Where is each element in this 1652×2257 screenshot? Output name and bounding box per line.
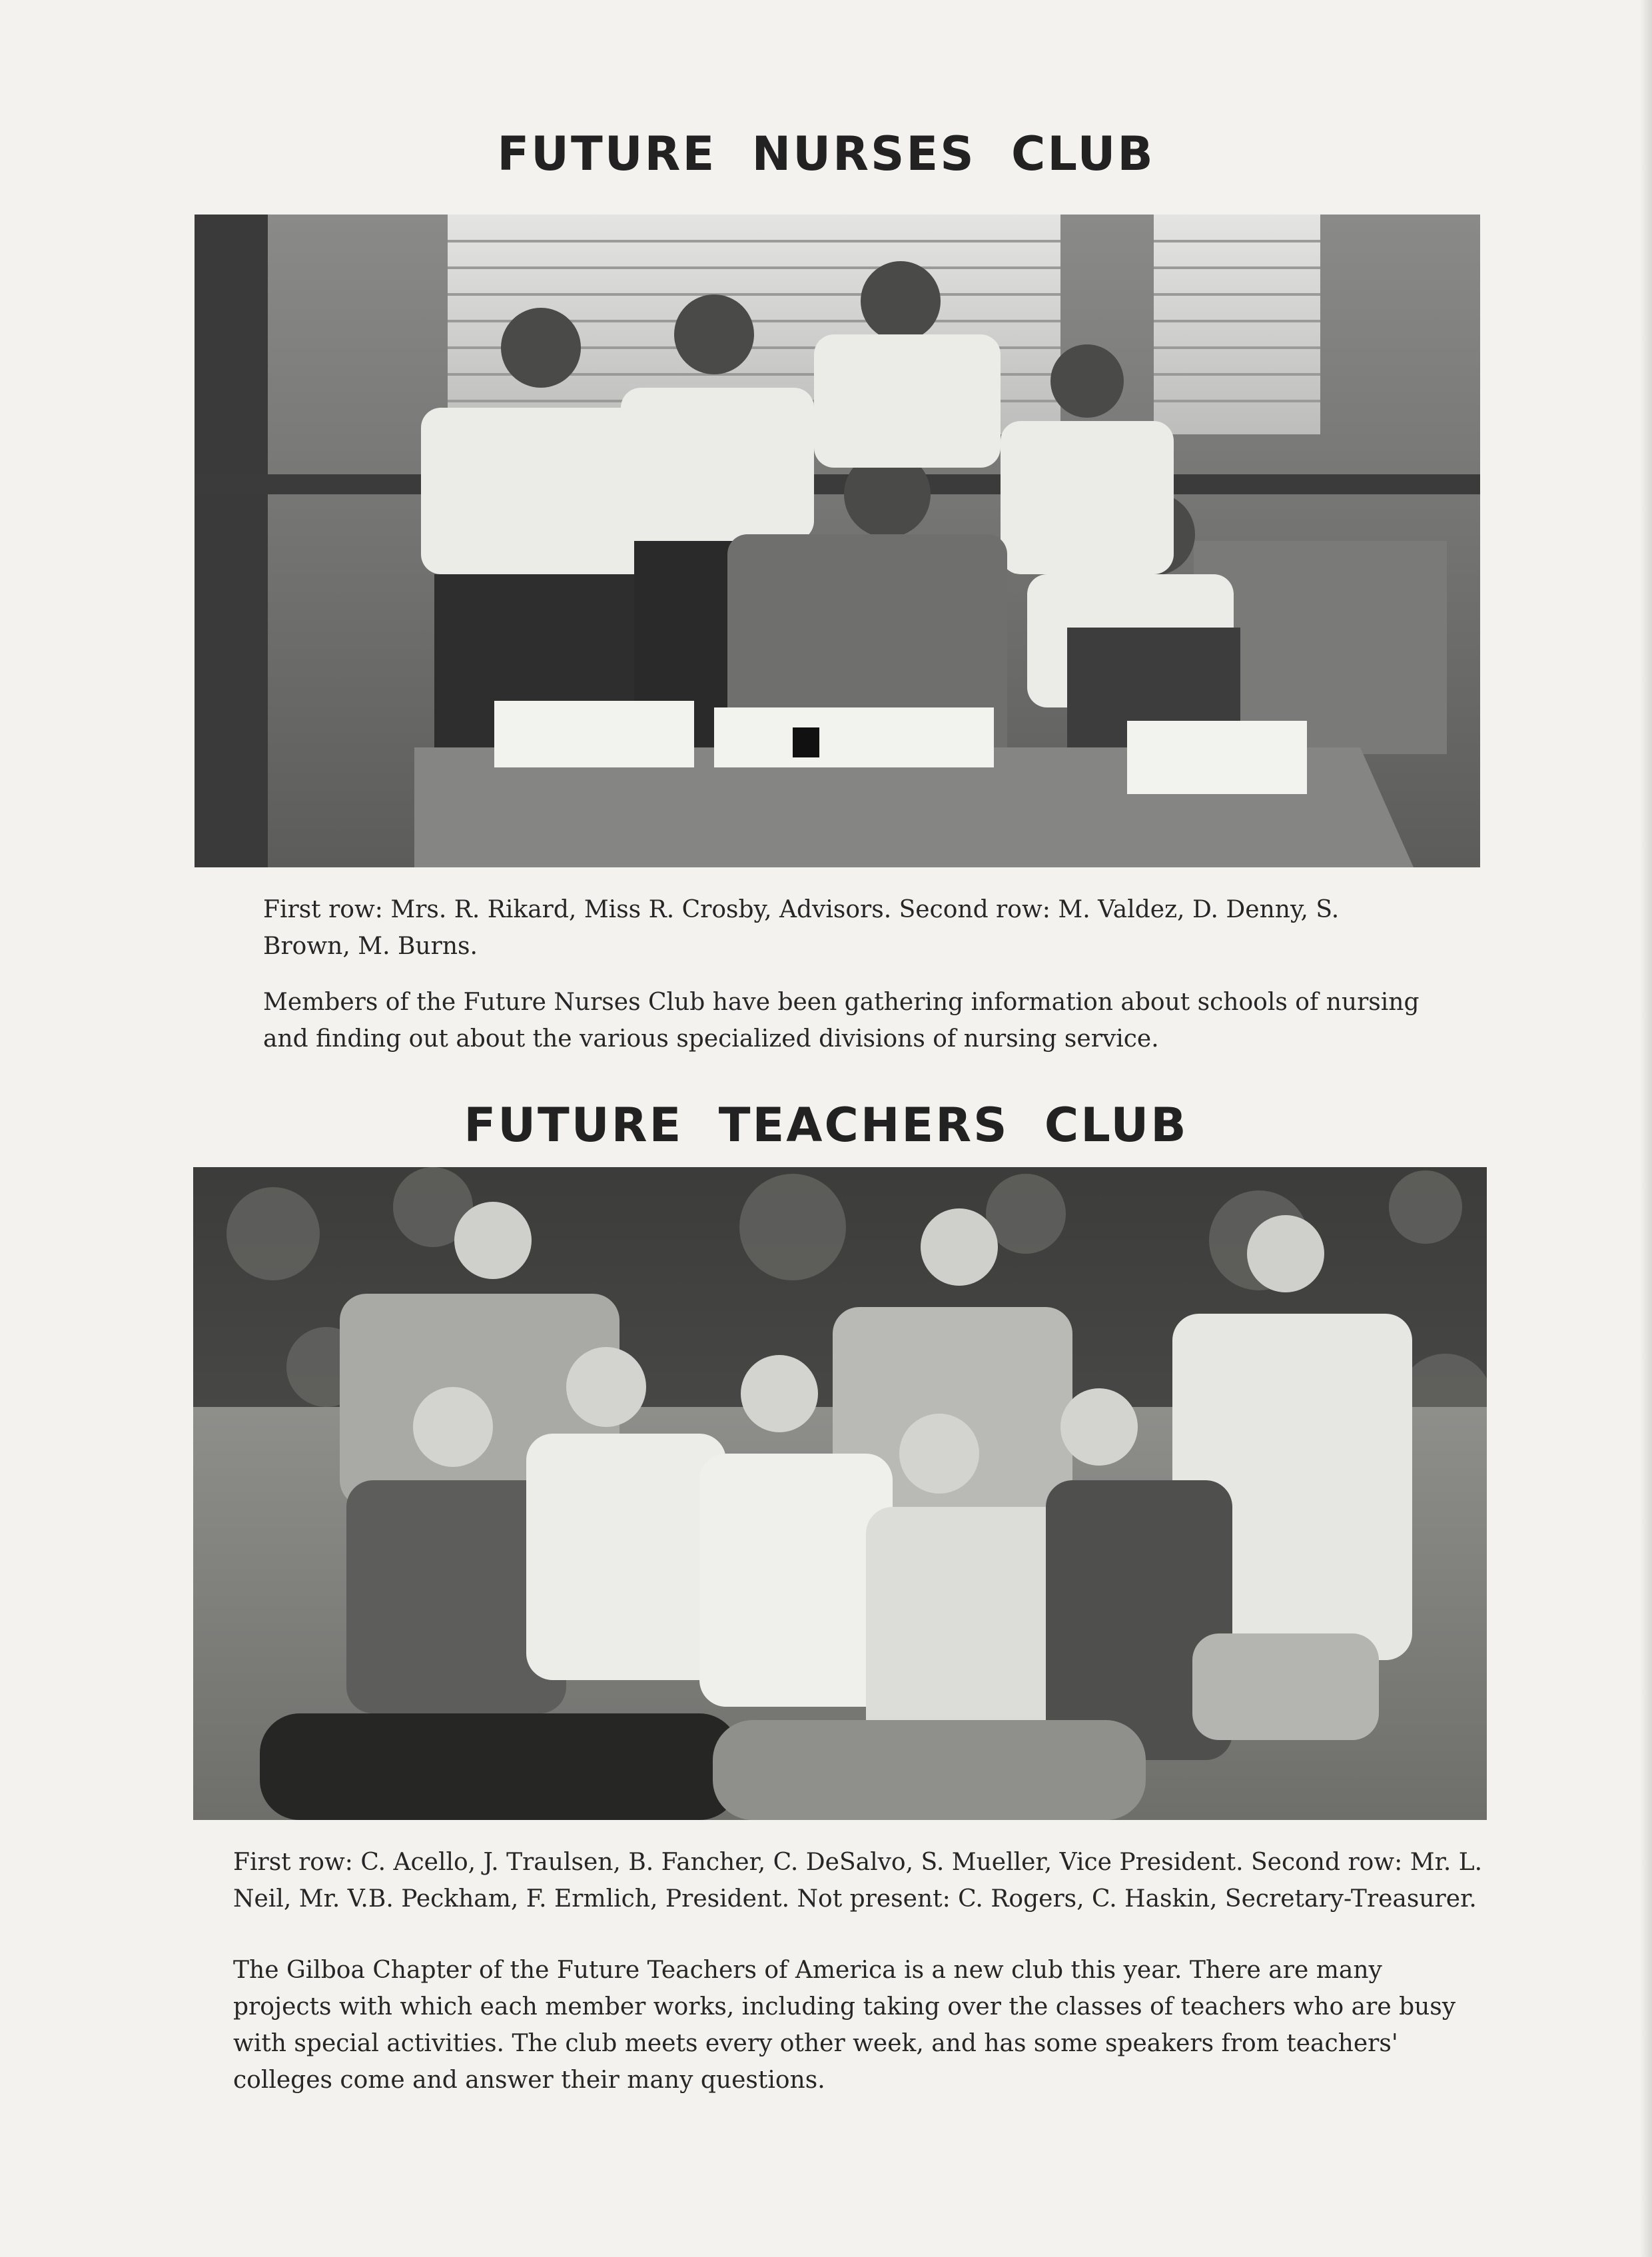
teachers-club-photo-caption: First row: C. Acello, J. Traulsen, B. Fancher, C. DeSalvo, S. Mueller, Vice President. Second row: Mr. L. Neil, Mr. V.B. Peckham, F. Ermlich, President. Not present: C. Rogers, C. Haskin, Secretary-Treasurer. [233, 1849, 1483, 1913]
nurses-club-title: FUTURE NURSES CLUB [497, 127, 1155, 181]
teachers-club-photo [193, 1167, 1487, 1820]
nurses-club-photo [195, 215, 1480, 867]
nurses-club-photo-art [195, 215, 1480, 867]
teachers-club-description: The Gilboa Chapter of the Future Teachers of America is a new club this year. There are many projects with which each member works, including taking over the classes of teachers who are busy with special activities. The club meets every other week, and has some speakers from teachers' colleges come and answer their many questions. [233, 1957, 1456, 2094]
teachers-club-title: FUTURE TEACHERS CLUB [464, 1098, 1188, 1152]
nurses-club-photo-caption: First row: Mrs. R. Rikard, Miss R. Crosby, Advisors. Second row: M. Valdez, D. Denny, S. Brown, M. Burns. [263, 896, 1340, 960]
nurses-club-description: Members of the Future Nurses Club have been gathering information about schools of nursing and finding out about the various specialized divisions of nursing service. [263, 989, 1420, 1053]
teachers-club-photo-art [193, 1167, 1487, 1820]
